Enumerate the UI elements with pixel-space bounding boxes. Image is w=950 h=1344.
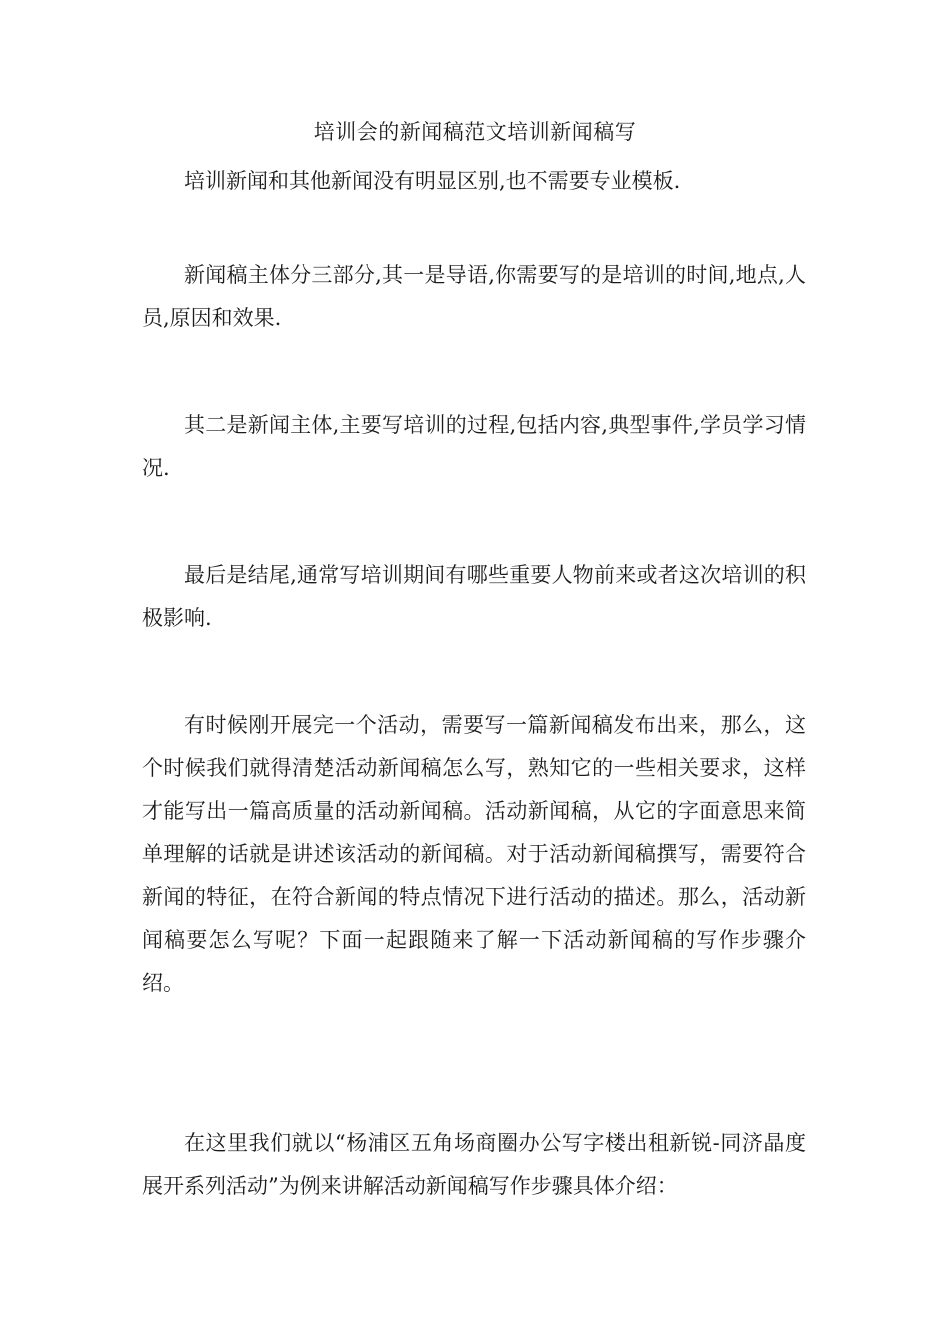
document-title: 培训会的新闻稿范文培训新闻稿写 <box>313 120 637 144</box>
paragraph-intro: 培训新闻和其他新闻没有明显区别,也不需要专业模板. <box>184 169 681 193</box>
paragraph-lead: 新闻稿主体分三部分,其一是导语,你需要写的是培训的时间,地点,人员,原因和效果. <box>142 263 806 330</box>
paragraph-body: 其二是新闻主体,主要写培训的过程,包括内容,典型事件,学员学习情况. <box>142 413 806 480</box>
paragraph-activity-press: 有时候刚开展完一个活动，需要写一篇新闻稿发布出来，那么，这个时候我们就得清楚活动新闻稿怎么写，熟知它的一些相关要求，这样才能写出一篇高质量的活动新闻稿。活动新闻稿，从它的字面意思来简单理解的话就是讲述该活动的新闻稿。对于活动新闻稿撰写，需要符合新闻的特征，在符合新闻的特点情况下进行活动的描述。那么，活动新闻稿要怎么写呢？下面一起跟随来了解一下活动新闻稿的写作步骤介绍。 <box>142 713 806 995</box>
paragraph-ending: 最后是结尾,通常写培训期间有哪些重要人物前来或者这次培训的积极影响. <box>142 563 806 630</box>
paragraph-example: 在这里我们就以“杨浦区五角场商圈办公写字楼出租新锐-同济晶度展开系列活动”为例来讲解活动新闻稿写作步骤具体介绍： <box>142 1131 806 1198</box>
